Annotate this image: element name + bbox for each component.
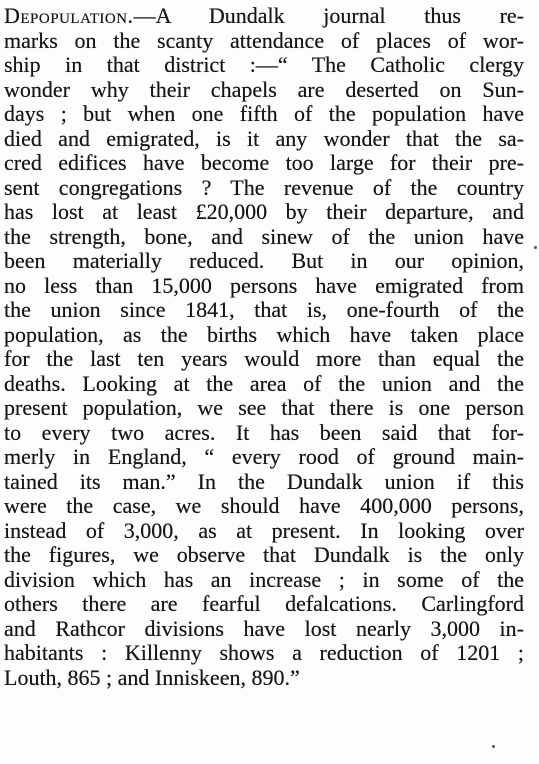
- article-line: has lost at least £20,000 by their departure, and: [4, 199, 524, 224]
- article-line: present population, we see that there is one person: [4, 395, 524, 420]
- article-line: and Rathcor divisions have lost nearly 3,000 in-: [4, 615, 524, 641]
- article-line: habitants : Killenny shows a reduction of 1201 ;: [4, 640, 524, 665]
- ink-speck: [492, 745, 495, 748]
- article-line: to every two acres. It has been said that for-: [4, 419, 524, 445]
- article-line: cred edifices have become too large for their pre-: [4, 150, 524, 175]
- article-line: others there are fearful defalcations. Carlingford: [4, 591, 524, 616]
- article-line: deaths. Looking at the area of the union and the: [4, 370, 524, 396]
- article-line: tained its man.” In the Dundalk union if this: [4, 468, 524, 494]
- article-line: merly in England, “ every rood of ground main-: [4, 444, 524, 469]
- article-column: [4, 4, 524, 690]
- article-line: ship in that district :—“ The Catholic clergy: [4, 52, 524, 77]
- article-line: instead of 3,000, as at present. In looking over: [4, 517, 524, 543]
- article-line: sent congregations ? The revenue of the country: [4, 174, 524, 200]
- article-line: division which has an increase ; in some of the: [4, 566, 524, 592]
- article-headword: Depopulation.: [4, 3, 134, 28]
- article-line: been materially reduced. But in our opinion,: [4, 248, 524, 273]
- ink-speck: [534, 246, 537, 249]
- article-line: were the case, we should have 400,000 persons,: [4, 493, 524, 518]
- article-line: days ; but when one fifth of the population have: [4, 101, 524, 126]
- article-line: for the last ten years would more than equal the: [4, 346, 524, 371]
- article-line: wonder why their chapels are deserted on Sun-: [4, 76, 524, 102]
- article-line-text: —A Dundalk journal thus re-: [133, 3, 524, 28]
- article-line: population, as the births which have taken place: [4, 321, 524, 347]
- article-line: died and emigrated, is it any wonder that the sa-: [4, 125, 524, 151]
- article-line: marks on the scanty attendance of places of wor-: [4, 27, 524, 53]
- article-line: the union since 1841, that is, one-fourth of the: [4, 297, 524, 322]
- article-line: no less than 15,000 persons have emigrated from: [4, 272, 524, 298]
- article-line: the figures, we observe that Dundalk is the only: [4, 542, 524, 567]
- article-line: the strength, bone, and sinew of the union have: [4, 223, 524, 249]
- article-line: [4, 4, 524, 29]
- article-line: Louth, 865 ; and Inniskeen, 890.”: [4, 664, 300, 690]
